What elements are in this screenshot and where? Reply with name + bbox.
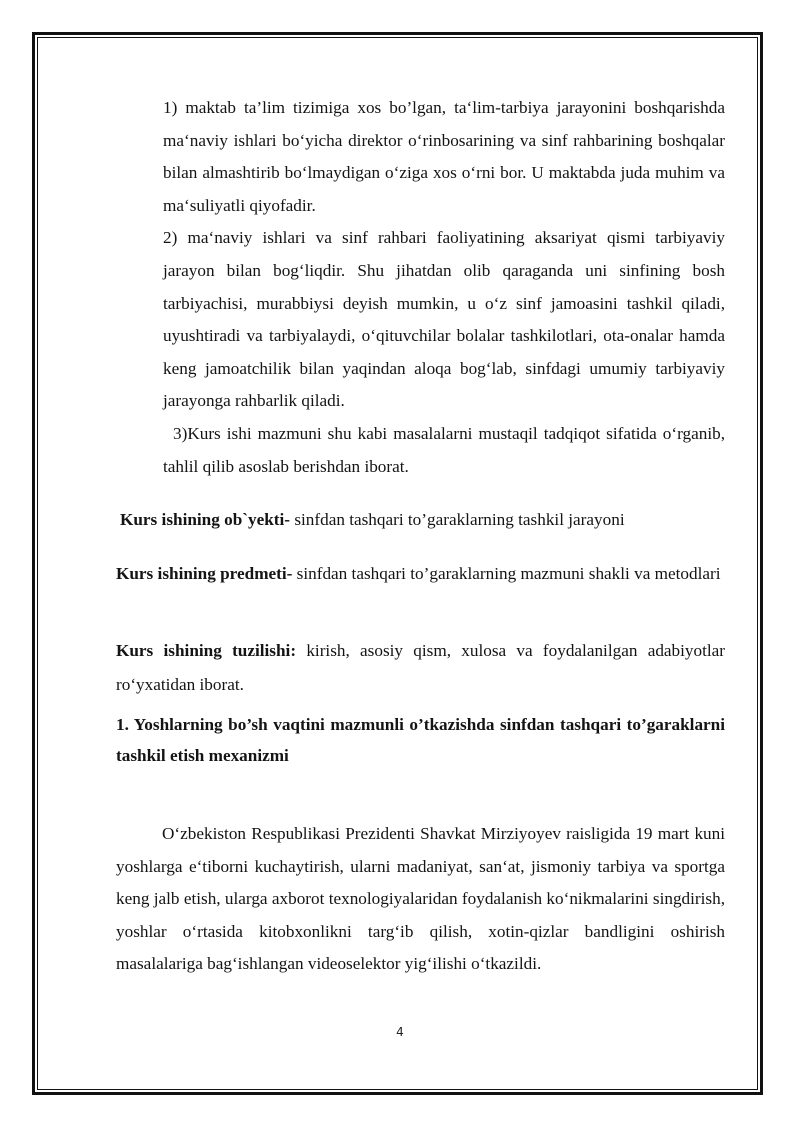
- section-heading: 1. Yoshlarning bo’sh vaqtini mazmunli o’tkazishda sinfdan tashqari to’garaklarni tashkil etish mexanizmi: [116, 715, 725, 765]
- list-item-1: 1) maktab ta’lim tizimiga xos bo’lgan, ta‘lim-tarbiya jarayonini boshqarishda ma‘naviy ishlari bo‘yicha direktor o‘rinbosarining va sinf rahbarining boshqalar bilan almashtirib bo‘lmaydigan o‘ziga xos o‘rni bor. U maktabda juda muhim va ma‘suliyatli qiyofadir.: [163, 98, 725, 215]
- course-subject-label: Kurs ishining predmeti-: [116, 564, 293, 583]
- course-object: [116, 508, 725, 532]
- body-paragraph: O‘zbekiston Respublikasi Prezidenti Shavkat Mirziyoyev raisligida 19 mart kuni yoshlarga e‘tiborni kuchaytirish, ularni madaniyat, san‘at, jismoniy tarbiya va sportga keng jalb etish, ularga axborot texnologiyalaridan foydalanish ko‘nikmalarini singdirish, yoshlar o‘rtasida kitobxonlikni targ‘ib qilish, xotin-qizlar bandligini oshirish masalalariga bag‘ishlangan videoselektor yig‘ilishi o‘tkazildi.: [116, 824, 725, 974]
- course-object-label: Kurs ishining ob`yekti-: [120, 510, 291, 529]
- course-structure-text: kirish, asosiy qism, xulosa va foydalanilgan adabiyotlar ro‘yxatidan iborat.: [116, 641, 726, 694]
- numbered-list: [163, 92, 725, 483]
- course-subject-text: sinfdan tashqari to’garaklarning mazmuni shakli va metodlari: [292, 564, 721, 583]
- page-number: 4: [396, 1025, 404, 1039]
- list-item-2: 2) ma‘naviy ishlari va sinf rahbari faoliyatining aksariyat qismi tarbiyaviy jarayon bilan bog‘liqdir. Shu jihatdan olib qaraganda uni sinfining bosh tarbiyachisi, murabbiysi deyish mumkin, u o‘z sinf jamoasini tashkil qiladi, uyushtiradi va tarbiyalaydi, o‘qituvchilar bolalar tashkilotlari, ota-onalar hamda keng jamoatchilik bilan yaqindan aloqa bog‘lab, sinfdagi umumiy tarbiyaviy jarayonga rahbarlik qiladi.: [163, 228, 725, 411]
- course-subject: [116, 552, 725, 596]
- course-structure-label: Kurs ishining tuzilishi:: [116, 641, 297, 660]
- course-structure: [116, 634, 725, 702]
- course-object-text: sinfdan tashqari to’garaklarning tashkil jarayoni: [290, 510, 625, 529]
- list-item-3: 3)Kurs ishi mazmuni shu kabi masalalarni mustaqil tadqiqot sifatida o‘rganib, tahlil qilib asoslab berishdan iborat.: [163, 423, 725, 476]
